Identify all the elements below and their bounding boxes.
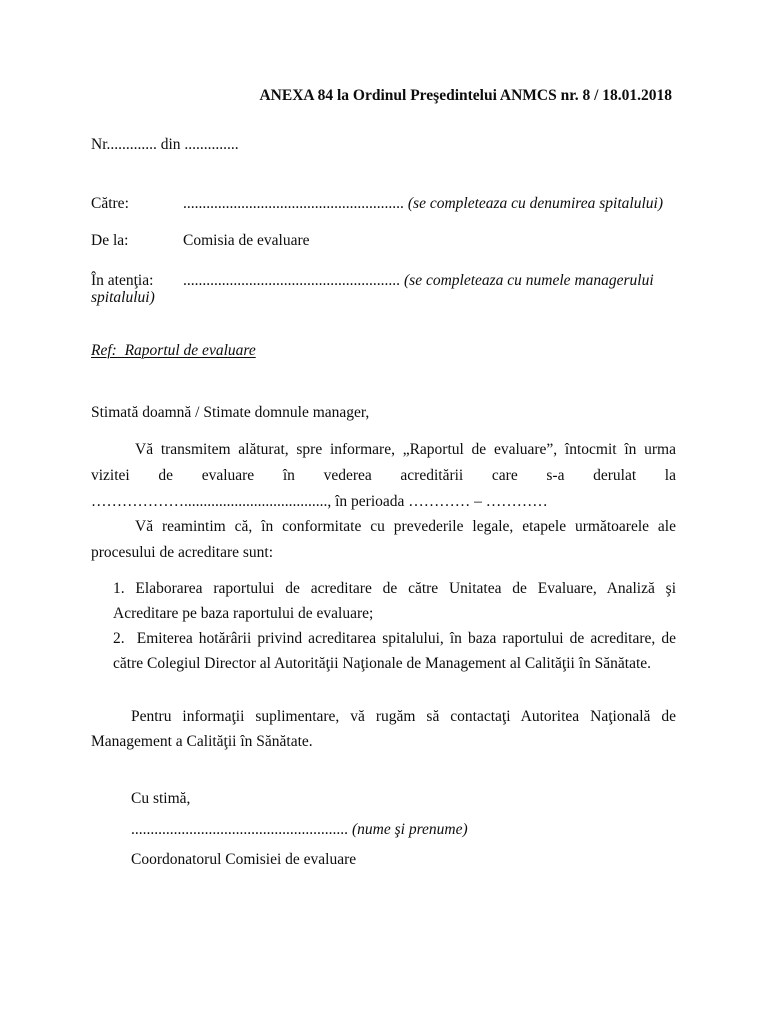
recipient-field <box>183 195 663 213</box>
signature-hint: (nume şi prenume) <box>352 821 468 838</box>
signature-field <box>131 821 468 839</box>
paragraph-line: Vă transmitem alăturat, spre informare, „Raportul de evaluare”, întocmit în urma <box>135 441 676 458</box>
paragraph-line: Management a Calităţii în Sănătate. <box>91 733 313 750</box>
paragraph-line: ………………....................................., în perioada ………… – ………… <box>91 493 548 510</box>
list-item-line: Acreditare pe baza raportului de evaluare; <box>113 605 374 622</box>
recipient-hint: (se completeaza cu denumirea spitalului) <box>407 195 663 212</box>
recipient-label: Către: <box>91 195 129 212</box>
annex-header: ANEXA 84 la Ordinul Preşedintelui ANMCS nr. 8 / 18.01.2018 <box>259 87 672 104</box>
attention-hint: (se completeaza cu numele managerului <box>404 272 654 289</box>
sender-label: De la: <box>91 232 129 249</box>
subject-reference: Ref: Raportul de evaluare <box>91 342 256 359</box>
signatory-title: Coordonatorul Comisiei de evaluare <box>131 851 357 868</box>
signature-blank: ........................................................ <box>131 821 348 838</box>
salutation: Stimată doamnă / Stimate domnule manager, <box>91 404 370 421</box>
list-item-line: 1. Elaborarea raportului de acreditare de către Unitatea de Evaluare, Analiză şi <box>113 580 676 597</box>
recipient-blank: ......................................................... <box>183 195 404 212</box>
paragraph-line: Pentru informaţii suplimentare, vă rugăm să contactaţi Autoritea Naţională de <box>131 708 676 725</box>
closing-greeting: Cu stimă, <box>131 790 191 807</box>
list-item-line: 2. Emiterea hotărârii privind acreditarea spitalului, în baza raportului de acreditare, de <box>113 630 676 647</box>
attention-hint-continued: spitalului) <box>91 289 155 306</box>
paragraph-line: Vă reamintim că, în conformitate cu prevederile legale, etapele următoarele ale <box>135 518 676 535</box>
registration-number: Nr............. din .............. <box>91 136 239 153</box>
attention-blank: ........................................................ <box>183 272 400 289</box>
attention-label: În atenţia: <box>91 272 154 289</box>
sender-value: Comisia de evaluare <box>183 232 310 249</box>
attention-field <box>183 272 654 290</box>
paragraph-line: procesului de acreditare sunt: <box>91 544 274 561</box>
paragraph-line: vizitei de evaluare în vederea acreditării care s-a derulat la <box>91 467 676 484</box>
list-item-line: către Colegiul Director al Autorităţii Naţionale de Management al Calităţii în Sănătate. <box>113 655 652 672</box>
